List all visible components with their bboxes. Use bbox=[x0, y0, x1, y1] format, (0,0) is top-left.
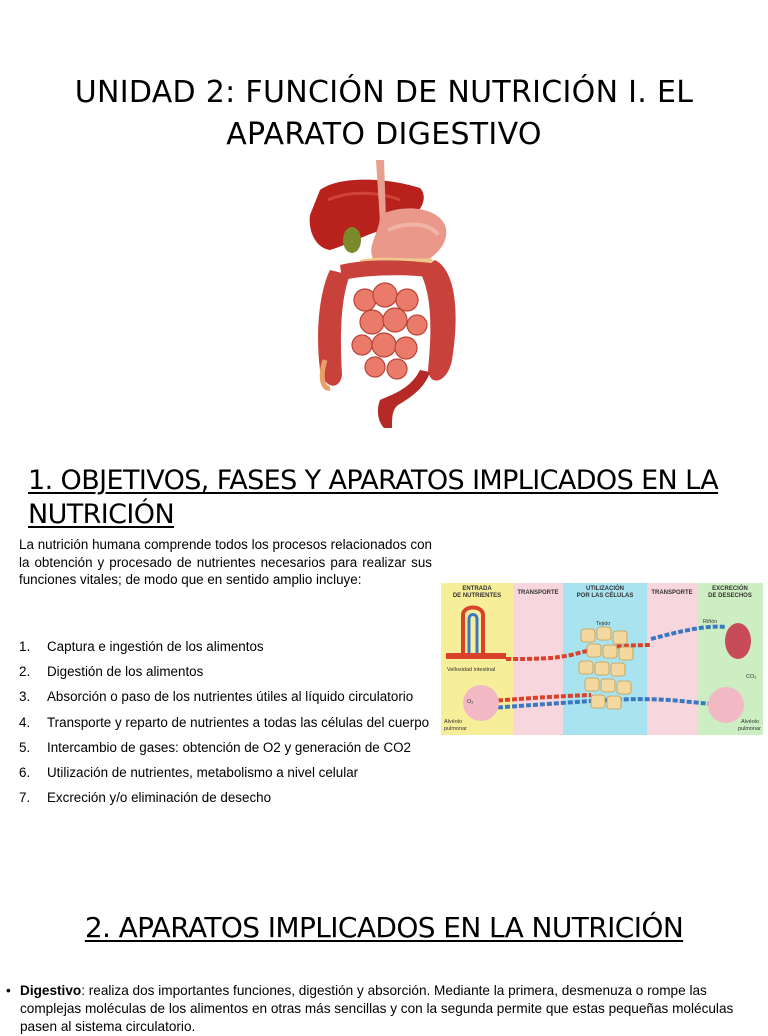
kidney-shape bbox=[725, 623, 751, 659]
diagram-label-desechos: DE DESECHOS bbox=[708, 593, 752, 599]
diagram-left-alveolus-label: Alvéolo bbox=[444, 719, 463, 725]
column-transporte-2 bbox=[647, 583, 697, 735]
diagram-label-entrada: ENTRADA bbox=[462, 586, 492, 592]
bullet-point: • bbox=[6, 983, 11, 998]
bullet-term: Digestivo bbox=[20, 983, 82, 998]
diagram-right-alveolus-label-2: pulmonar bbox=[738, 726, 761, 732]
diagram-kidney-label: Riñón bbox=[703, 619, 718, 625]
list-item: 5. Intercambio de gases: obtención de O2 y generación de CO2 bbox=[19, 739, 412, 755]
diagram-label-transporte-1: TRANSPORTE bbox=[517, 590, 559, 596]
column-utilizacion bbox=[563, 583, 647, 735]
section-1-intro: La nutrición humana comprende todos los procesos relacionados con la obtención y procesado de nutrientes necesarios para realizar sus funciones vitales; de modo que en sentido amplio incluye: bbox=[19, 537, 432, 587]
bullet-digestivo bbox=[6, 982, 758, 1036]
diagram-label-celulas: POR LAS CÉLULAS bbox=[576, 593, 634, 599]
diagram-label-transporte-2: TRANSPORTE bbox=[651, 590, 693, 596]
diagram-label-utilizacion: UTILIZACIÓN bbox=[586, 586, 624, 592]
right-alveolus-shape bbox=[708, 687, 744, 723]
page-title bbox=[40, 72, 728, 156]
nutrition-steps-list bbox=[19, 638, 432, 814]
nutrition-process-diagram bbox=[441, 583, 763, 735]
page-title-line-1: UNIDAD 2: FUNCIÓN DE NUTRICIÓN I. EL bbox=[74, 75, 694, 110]
diagram-left-alveolus-label-2: pulmonar bbox=[444, 726, 467, 732]
list-item: 6. Utilización de nutrientes, metabolismo a nivel celular bbox=[19, 764, 359, 780]
list-item: 7. Excreción y/o eliminación de desecho bbox=[19, 790, 272, 806]
list-item: 3. Absorción o paso de los nutrientes útiles al líquido circulatorio bbox=[19, 689, 414, 705]
diagram-right-alveolus-label: Alvéolo bbox=[741, 719, 760, 725]
page-title-line-2: APARATO DIGESTIVO bbox=[226, 117, 542, 152]
digestive-system-illustration bbox=[280, 160, 490, 430]
list-item: 1. Captura e ingestión de los alimentos bbox=[19, 639, 264, 654]
diagram-tissue-label: Tejido bbox=[596, 621, 611, 627]
diagram-label-nutrientes: DE NUTRIENTES bbox=[452, 593, 502, 599]
list-item: 2. Digestión de los alimentos bbox=[19, 664, 204, 680]
section-2-heading: 2. APARATOS IMPLICADOS EN LA NUTRICIÓN bbox=[84, 911, 684, 944]
diagram-villus-label: Vellosidad intestinal bbox=[447, 667, 496, 673]
diagram-o2-label: O₂ bbox=[467, 699, 474, 705]
bullet-text: : realiza dos importantes funciones, digestión y absorción. Mediante la primera, desmenuza o rompe las complejas moléculas de los alimentos en otras más sencillas y con la segunda permite que estas pequeñas moléculas pasen al sistema circulatorio. bbox=[20, 983, 734, 1034]
diagram-co2-label: CO₂ bbox=[746, 674, 757, 680]
list-item: 4. Transporte y reparto de nutrientes a todas las células del cuerpo bbox=[19, 714, 430, 730]
diagram-label-excrecion: EXCRECIÓN bbox=[712, 586, 748, 592]
section-1-heading: 1. OBJETIVOS, FASES Y APARATOS IMPLICADOS EN LA NUTRICIÓN bbox=[28, 465, 719, 530]
